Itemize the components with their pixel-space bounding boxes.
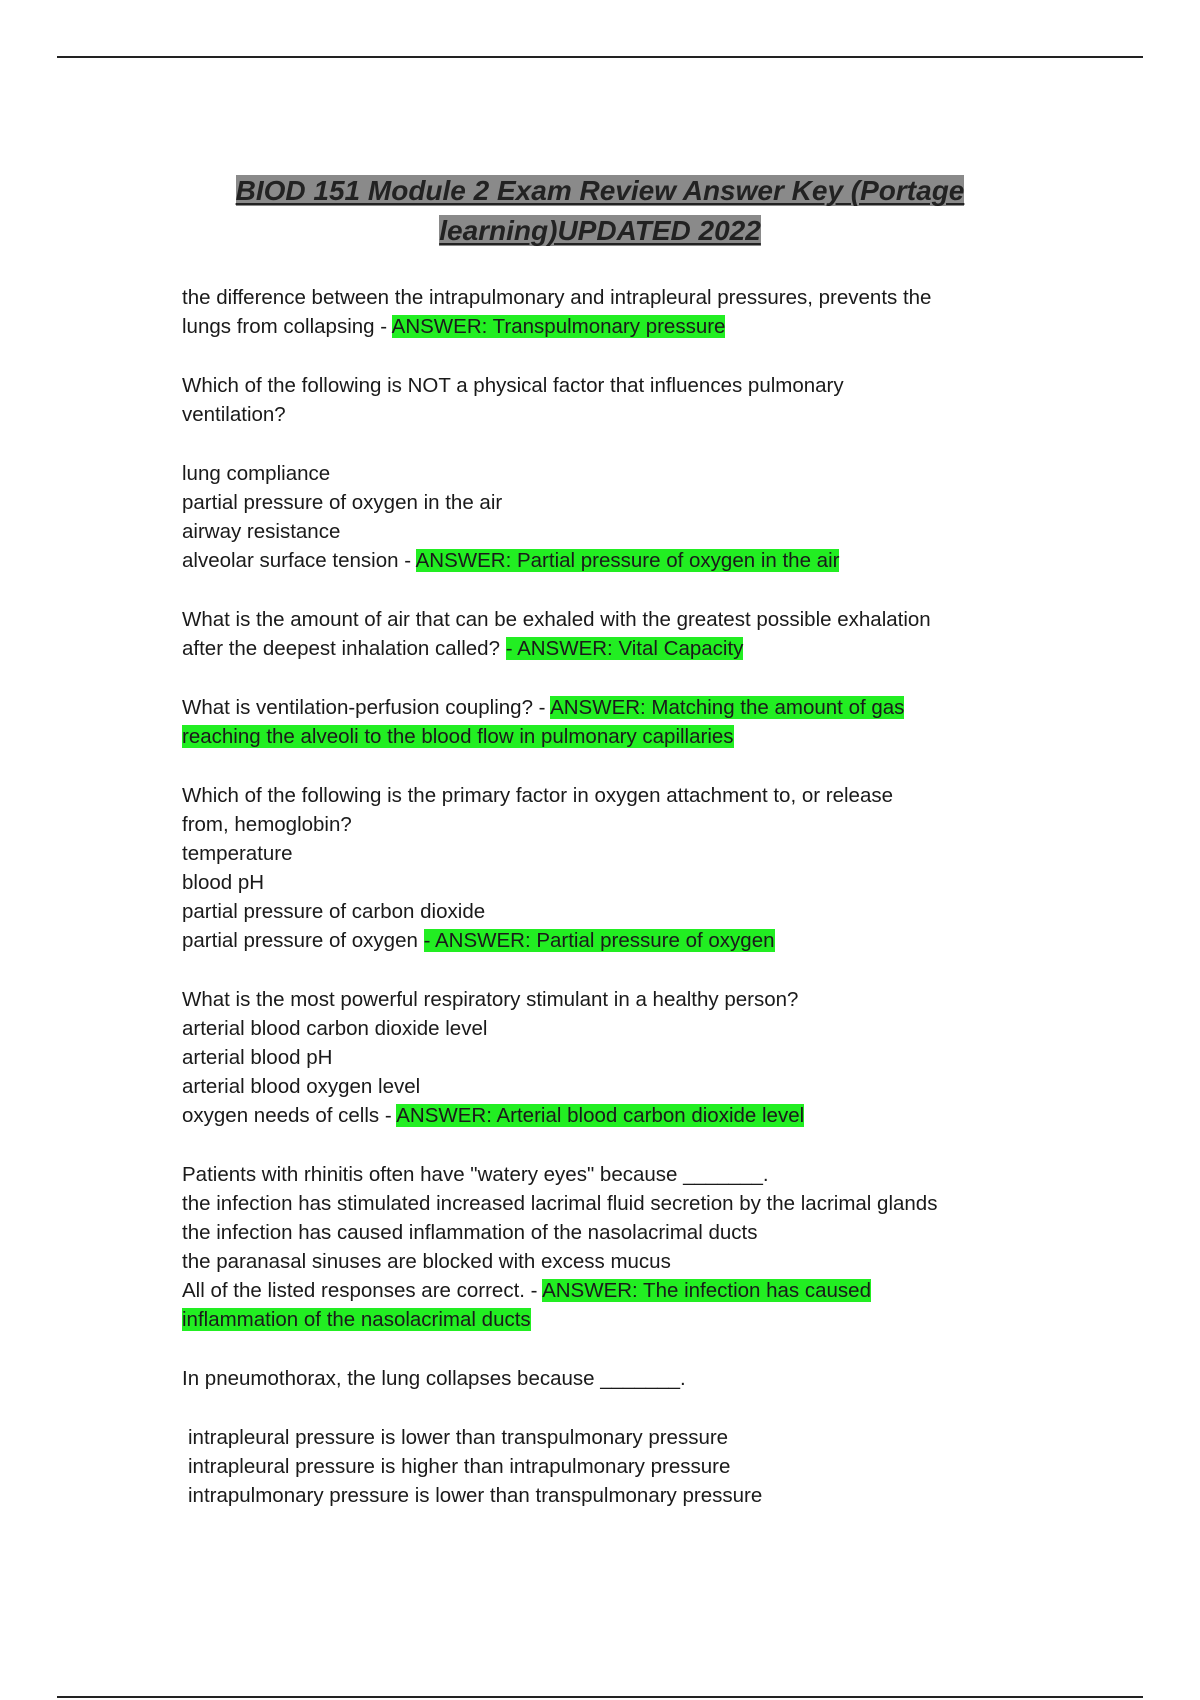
header-rule — [57, 56, 1143, 58]
answer-highlight: - ANSWER: Vital Capacity — [505, 637, 744, 660]
option-item — [182, 926, 1062, 955]
document-body — [182, 283, 1062, 1540]
answer-highlight: ANSWER: Arterial blood carbon dioxide level — [396, 1104, 805, 1127]
question-text — [182, 722, 1062, 751]
document-title — [150, 171, 1050, 251]
question-text: Patients with rhinitis often have "watery eyes" because _______. — [182, 1163, 769, 1186]
option-item: intrapleural pressure is higher than intrapulmonary pressure — [188, 1455, 731, 1478]
option-text: alveolar surface tension - — [182, 549, 416, 572]
option-item: lung compliance — [182, 462, 331, 485]
title-line-1: BIOD 151 Module 2 Exam Review Answer Key (Portage — [235, 175, 965, 206]
option-item: temperature — [182, 842, 293, 865]
question-block — [182, 605, 1062, 663]
question-text — [182, 634, 1062, 663]
option-item: arterial blood carbon dioxide level — [182, 1017, 488, 1040]
option-item: blood pH — [182, 871, 265, 894]
question-text — [182, 312, 1062, 341]
question-block — [182, 1160, 1062, 1334]
option-item: partial pressure of oxygen in the air — [182, 491, 503, 514]
question-text: the difference between the intrapulmonary and intrapleural pressures, prevents the — [182, 286, 932, 309]
option-item — [182, 1305, 1062, 1334]
question-text: ventilation? — [182, 403, 286, 426]
option-text: oxygen needs of cells - — [182, 1104, 397, 1127]
question-text: Which of the following is NOT a physical factor that influences pulmonary — [182, 374, 844, 397]
question-text-part: What is ventilation-perfusion coupling? - — [182, 696, 551, 719]
question-text: from, hemoglobin? — [182, 813, 352, 836]
option-item: intrapulmonary pressure is lower than transpulmonary pressure — [188, 1484, 763, 1507]
answer-highlight: ANSWER: Partial pressure of oxygen in the air — [415, 549, 840, 572]
answer-highlight: ANSWER: Transpulmonary pressure — [391, 315, 726, 338]
question-text-part: after the deepest inhalation called? — [182, 637, 506, 660]
option-item: the paranasal sinuses are blocked with excess mucus — [182, 1250, 671, 1273]
question-block — [182, 985, 1062, 1130]
question-text: In pneumothorax, the lung collapses because _______. — [182, 1367, 686, 1390]
question-text — [182, 693, 1062, 722]
answer-highlight: - ANSWER: Partial pressure of oxygen — [423, 929, 775, 952]
answer-highlight: ANSWER: The infection has caused — [542, 1279, 871, 1302]
option-item — [182, 546, 1062, 575]
question-text-part: lungs from collapsing - — [182, 315, 392, 338]
question-block — [182, 283, 1062, 341]
footer-rule — [57, 1696, 1143, 1698]
answer-highlight: reaching the alveoli to the blood flow in pulmonary capillaries — [182, 725, 734, 748]
answer-highlight: ANSWER: Matching the amount of gas — [550, 696, 905, 719]
option-item: partial pressure of carbon dioxide — [182, 900, 486, 923]
option-item: intrapleural pressure is lower than transpulmonary pressure — [188, 1426, 729, 1449]
question-block — [182, 371, 1062, 429]
question-text: What is the most powerful respiratory stimulant in a healthy person? — [182, 988, 799, 1011]
option-item: the infection has caused inflammation of the nasolacrimal ducts — [182, 1221, 758, 1244]
option-item: arterial blood pH — [182, 1046, 333, 1069]
option-text: partial pressure of oxygen — [182, 929, 424, 952]
title-line-2: learning)UPDATED 2022 — [439, 215, 761, 246]
option-item — [182, 1101, 1062, 1130]
options-block — [182, 1423, 1062, 1510]
option-item: airway resistance — [182, 520, 341, 543]
question-block — [182, 781, 1062, 955]
question-block — [182, 1364, 1062, 1393]
question-text: Which of the following is the primary factor in oxygen attachment to, or release — [182, 784, 894, 807]
option-item — [182, 1276, 1062, 1305]
answer-highlight: inflammation of the nasolacrimal ducts — [182, 1308, 531, 1331]
option-item: the infection has stimulated increased lacrimal fluid secretion by the lacrimal glands — [182, 1192, 938, 1215]
option-text: All of the listed responses are correct. - — [182, 1279, 543, 1302]
option-item: arterial blood oxygen level — [182, 1075, 421, 1098]
options-block — [182, 459, 1062, 575]
question-block — [182, 693, 1062, 751]
question-text: What is the amount of air that can be exhaled with the greatest possible exhalation — [182, 608, 931, 631]
